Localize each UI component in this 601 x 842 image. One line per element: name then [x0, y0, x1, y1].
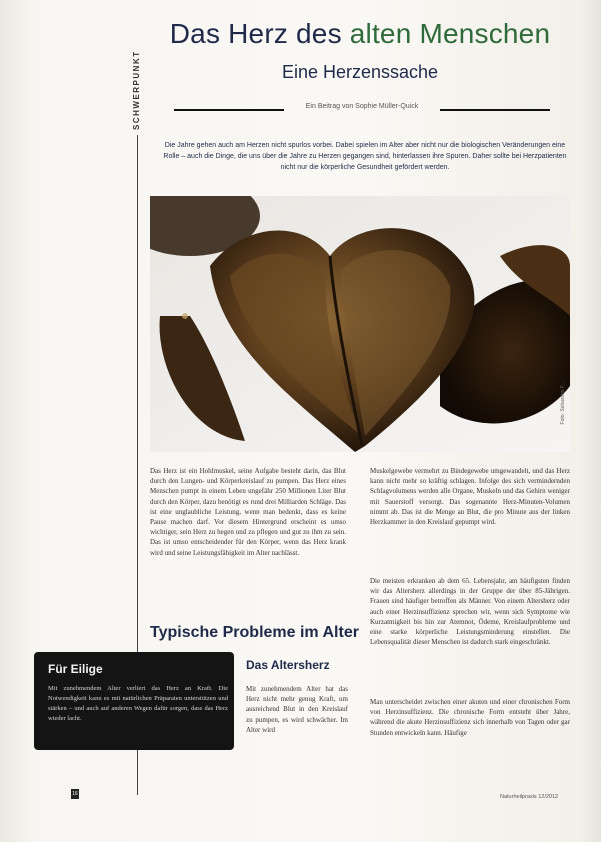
title-part-2: alten Menschen [349, 18, 551, 49]
page-subtitle: Eine Herzenssache [281, 62, 439, 82]
seedpod-illustration [150, 196, 570, 452]
page-edge [578, 0, 601, 842]
page-number: 16 [72, 791, 78, 797]
byline: Ein Beitrag von Sophie Müller-Quick [302, 103, 422, 110]
lead-paragraph: Die Jahre gehen auch am Herzen nicht spurlos vorbei. Dabei spielen im Alter aber nicht nur die biologischen Veränderungen eine Rolle – auch die Dinge, die uns über die Jahre zu Herzen gegangen sind, hinterlassen ihre Spuren. Daher sollte bei Herzpatienten nicht nur die körperliche Gesundheit gefördert werden. [163, 142, 567, 171]
summary-box-text: Mit zunehmendem Alter verliert das Herz an Kraft. Die Notwendigkeit kann es mit natürlichen Präparaten unterstützen und stärken – und auch auf anderen Wegen dafür sorgen, dass das Herz wieder lacht. [48, 685, 228, 722]
heart-shaped-seedpod-photo [150, 196, 570, 452]
summary-box-title: Für Eilige [48, 662, 103, 676]
body-column-right-p3: Man unterscheidet zwischen einer akuten und einer chronischen Form von Herzinsuffizienz. Die chronische Form entsteht über Jahre, während die akute Herzinsuffizienz sich innerhalb von Tagen oder gar Stunden entwickeln kann. Häufige [370, 698, 570, 737]
body-column-middle: Mit zunehmendem Alter hat das Herz nicht mehr genug Kraft, um ausreichend Blut in den Kreislauf zu pumpen, es wird schwächer. Im Alter wird [246, 685, 348, 734]
photo-credit: Foto: Sebastian F… [560, 380, 566, 425]
title-part-1: Das Herz des [169, 18, 350, 49]
page-title [150, 18, 570, 50]
section-label: SCHWERPUNKT [132, 50, 141, 130]
body-column-right-p1: Muskelgewebe vermehrt zu Bindegewebe umgewandelt, und das Herz kann nicht mehr so kräftig schlagen. Infolge des sich vermindernden Schlagvolumens werden alle Organe, Muskeln und das Gehirn weniger mit Sauerstoff versorgt. Das sogenannte Herz-Minuten-Volumen nimmt ab. Das ist die Menge an Blut, die pro Minute aus der linken Herzkammer in den Kreislauf gepumpt wird. [370, 467, 570, 527]
body-column-left: Das Herz ist ein Hohlmuskel, seine Aufgabe besteht darin, das Blut durch den Lungen- und Körperkreislauf zu pumpen. Das Herz eines Menschen pumpt in einem Leben ungefähr 250 Millionen Liter Blut durch den Körper, dazu benötigt es rund drei Milliarden Schläge. Das ist eine unglaubliche Leistung, wenn man bedenkt, dass es keine Pause machen darf. Vor diesem Hintergrund erscheint es umso wichtiger, sein Herz zu hegen und zu pflegen und gut zu ihm zu sein. Das ist umso entscheidender für den Körper, wenn das Herz krank wird und seine Leistungsfähigkeit im Alter nachlässt. [150, 467, 346, 557]
subsection-heading: Das Altersherz [246, 658, 330, 672]
issue-label: Naturheilpraxis 12/2012 [500, 794, 559, 800]
body-column-right-p2: Die meisten erkranken ab dem 65. Lebensjahr, am häufigsten finden wir das Altersherz allerdings in der Gruppe der über 85-Jährigen. Frauen sind häufiger betroffen als Männer. Von einem Altersherz oder auch einer Herzinsuffizienz sprechen wir, wenn sich Symptome wie Kurzatmigkeit bis hin zur Atemnot, Ödeme, Kreislaufprobleme und eine starke körperliche Leistungsminderung einstellen. Die Lebensqualität dieser Menschen ist dadurch stark eingeschränkt. [370, 577, 570, 647]
byline-row [174, 103, 550, 115]
summary-box [34, 652, 234, 750]
section-heading: Typische Probleme im Alter [150, 624, 359, 641]
